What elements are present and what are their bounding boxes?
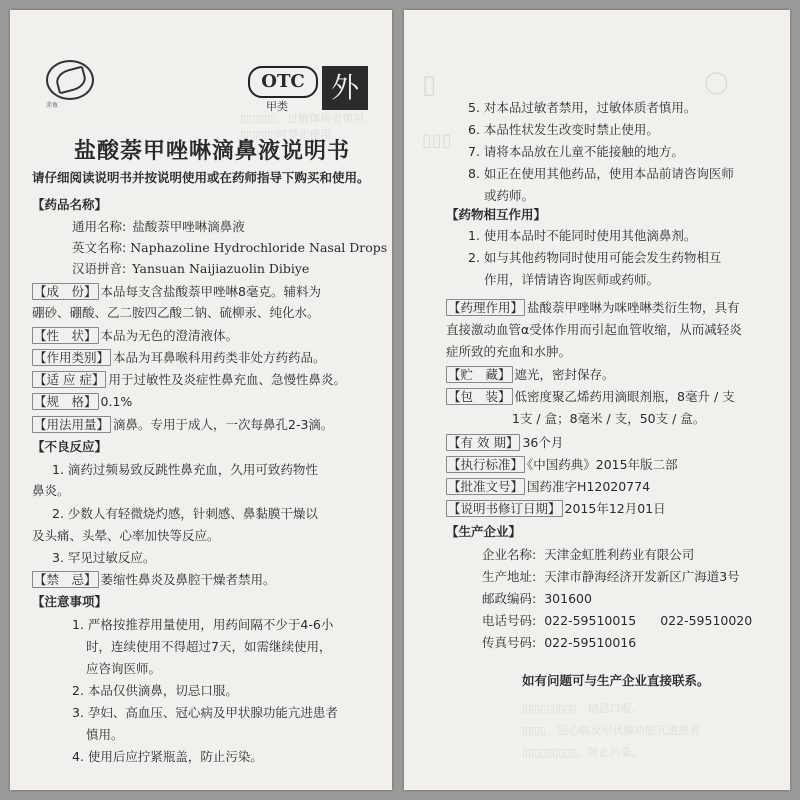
bleed-through-text: ▯▯▯▯▯▯▯▯▯，切忌口服。 [522,702,643,715]
fax-value: 022-59510016 [544,635,637,650]
spec-tag: 【规 格】 [34,394,97,409]
english-name-value: Naphazoline Hydrochloride Nasal Drops [130,240,388,255]
postcode-value: 301600 [544,591,592,606]
pharm-row [446,300,740,316]
standard-row [446,457,678,473]
fax-label: 传真号码: [482,635,537,650]
usage-tag: 【用法用量】 [34,417,110,432]
phone-row [482,613,752,629]
adverse-item-3: 3. 罕见过敏反应。 [52,550,156,565]
package-tag: 【包 装】 [448,389,511,404]
maker-addr-value: 天津市静海经济开发新区广海道3号 [544,569,740,584]
character-text: 本品为无色的澄清液体。 [100,328,239,343]
contra-row [32,572,276,588]
generic-name-value: 盐酸萘甲唑啉滴鼻液 [132,219,245,234]
generic-name-label: 通用名称: [72,219,127,234]
bleed-through-text: ▯▯▯▯、冠心病及甲状腺功能亢进患者 [522,724,701,737]
caution-item-1-cont: 时，连续使用不得超过7天，如需继续使用， [86,639,332,654]
bleed-through-text: ▯▯▯▯▯▯▯▯▯，防止污染。 [522,746,643,759]
validity-text: 36个月 [522,435,564,450]
revision-row [446,501,666,517]
logo-caption: 赤鱼 [46,102,59,109]
standard-tag: 【执行标准】 [448,457,524,472]
adverse-item-1-cont: 鼻炎。 [32,483,70,498]
indication-tag: 【适 应 症】 [34,372,105,387]
pharm-text-cont2: 症所致的充血和水肿。 [446,344,572,359]
english-name-label: 英文名称: [72,240,127,255]
contact-note: 如有问题可与生产企业直接联系。 [522,673,710,688]
generic-name-row [72,219,245,235]
caution-section: 【注意事项】 [32,594,108,609]
adverse-section: 【不良反应】 [32,439,108,454]
approval-tag: 【批准文号】 [448,479,524,494]
adverse-item-1: 1. 滴药过频易致反跳性鼻充血，久用可致药物性 [52,462,318,477]
interaction-item-1: 1. 使用本品时不能同时使用其他滴鼻剂。 [468,228,697,243]
caution-item-8-cont: 或药师。 [484,188,535,203]
category-row [32,350,326,366]
leaflet-title: 盐酸萘甲唑啉滴鼻液说明书 [74,139,351,164]
postcode-label: 邮政编码: [482,591,537,606]
character-tag: 【性 状】 [34,328,97,343]
contra-text: 萎缩性鼻炎及鼻腔干燥者禁用。 [100,572,276,587]
approval-text: 国药准字H12020774 [527,479,651,494]
otc-badge: OTC [248,66,318,98]
storage-row [446,367,615,383]
caution-item-3: 3. 孕妇、高血压、冠心病及甲状腺功能亢进患者 [72,705,338,720]
indication-text: 用于过敏性及炎症性鼻充血、急慢性鼻炎。 [108,372,346,387]
interaction-item-2: 2. 如与其他药物同时使用可能会发生药物相互 [468,250,722,265]
caution-item-5: 5. 对本品过敏者禁用，过敏体质者慎用。 [468,100,697,115]
indication-row [32,372,346,388]
maker-addr-label: 生产地址: [482,569,537,584]
validity-row [446,435,563,451]
adverse-item-2: 2. 少数人有轻微烧灼感，针刺感、鼻黏膜干燥以 [52,506,318,521]
maker-section: 【生产企业】 [446,524,522,539]
caution-item-1: 1. 严格按推荐用量使用，用药间隔不少于4-6小 [72,617,334,632]
leaflet-subtitle: 请仔细阅读说明书并按说明使用或在药师指导下购买和使用。 [32,170,370,185]
drug-name-section: 【药品名称】 [32,197,108,212]
caution-item-2: 2. 本品仅供滴鼻，切忌口服。 [72,683,238,698]
package-text-cont: 1支 / 盒；8毫米 / 支，50支 / 盒。 [512,411,706,426]
maker-name-row [482,547,694,563]
phone-label: 电话号码: [482,613,537,628]
pharm-text: 盐酸萘甲唑啉为咪唑啉类衍生物，具有 [527,300,740,315]
character-row [32,328,238,344]
leaflet-back-panel [404,10,790,790]
maker-name-label: 企业名称: [482,547,537,562]
spec-text: 0.1% [100,394,133,409]
category-text: 本品为耳鼻喉科用药类非处方药药品。 [113,350,326,365]
composition-tag: 【成 份】 [34,284,97,299]
composition-text-cont: 硼砂、硼酸、乙二胺四乙酸二钠、硫柳汞、纯化水。 [32,305,320,320]
phone-value-2: 022-59510020 [660,613,753,628]
interaction-item-2-cont: 作用，详情请咨询医师或药师。 [484,272,660,287]
storage-text: 遮光，密封保存。 [514,367,615,382]
standard-text: 《中国药典》2015年版二部 [527,457,678,472]
caution-item-4: 4. 使用后应拧紧瓶盖，防止污染。 [72,749,263,764]
package-row [446,389,735,405]
pharm-text-cont: 直接激动血管α受体作用而引起血管收缩，从而减轻炎 [446,322,742,337]
fax-row [482,635,636,651]
fish-logo-icon [46,60,94,100]
storage-tag: 【贮 藏】 [448,367,511,382]
interaction-section: 【药物相互作用】 [446,207,547,222]
external-use-badge: 外 [322,66,368,110]
bleed-through-mark: ▯ [422,70,437,100]
maker-addr-row [482,569,740,585]
caution-item-3-cont: 慎用。 [86,727,124,742]
contra-tag: 【禁 忌】 [34,572,97,587]
bleed-through-mark: ▯▯▯ [422,130,452,151]
spec-row [32,394,132,410]
otc-class-label: 甲类 [266,100,288,113]
bleed-through-mark: ◯ [704,70,729,95]
pinyin-name-row [72,261,309,277]
pinyin-name-label: 汉语拼音: [72,261,127,276]
pinyin-name-value: Yansuan Naijiazuolin Dibiye [132,261,310,276]
category-tag: 【作用类别】 [34,350,110,365]
caution-item-6: 6. 本品性状发生改变时禁止使用。 [468,122,659,137]
caution-item-8: 8. 如正在使用其他药品，使用本品前请咨询医师 [468,166,734,181]
bleed-through-text: ▯▯▯▯▯▯时禁止使用。 [240,128,343,141]
approval-row [446,479,650,495]
caution-item-1-cont2: 应咨询医师。 [86,661,162,676]
phone-value-1: 022-59510015 [544,613,637,628]
composition-row [32,284,321,300]
bleed-through-text: ▯▯▯▯▯▯，过敏体质者慎用。 [240,112,376,125]
composition-text: 本品每支含盐酸萘甲唑啉8毫克。辅料为 [100,284,321,299]
adverse-item-2-cont: 及头痛、头晕、心率加快等反应。 [32,528,220,543]
validity-tag: 【有 效 期】 [448,435,519,450]
usage-row [32,417,333,433]
package-text: 低密度聚乙烯药用滴眼剂瓶，8毫升 / 支 [514,389,735,404]
maker-name-value: 天津金虹胜利药业有限公司 [544,547,695,562]
caution-item-7: 7. 请将本品放在儿童不能接触的地方。 [468,144,684,159]
postcode-row [482,591,592,607]
usage-text: 滴鼻。专用于成人，一次每鼻孔2-3滴。 [113,417,334,432]
revision-text: 2015年12月01日 [564,501,666,516]
revision-tag: 【说明书修订日期】 [448,501,561,516]
leaflet-front-panel [10,10,392,790]
pharm-tag: 【药理作用】 [448,300,524,315]
english-name-row [72,240,387,256]
